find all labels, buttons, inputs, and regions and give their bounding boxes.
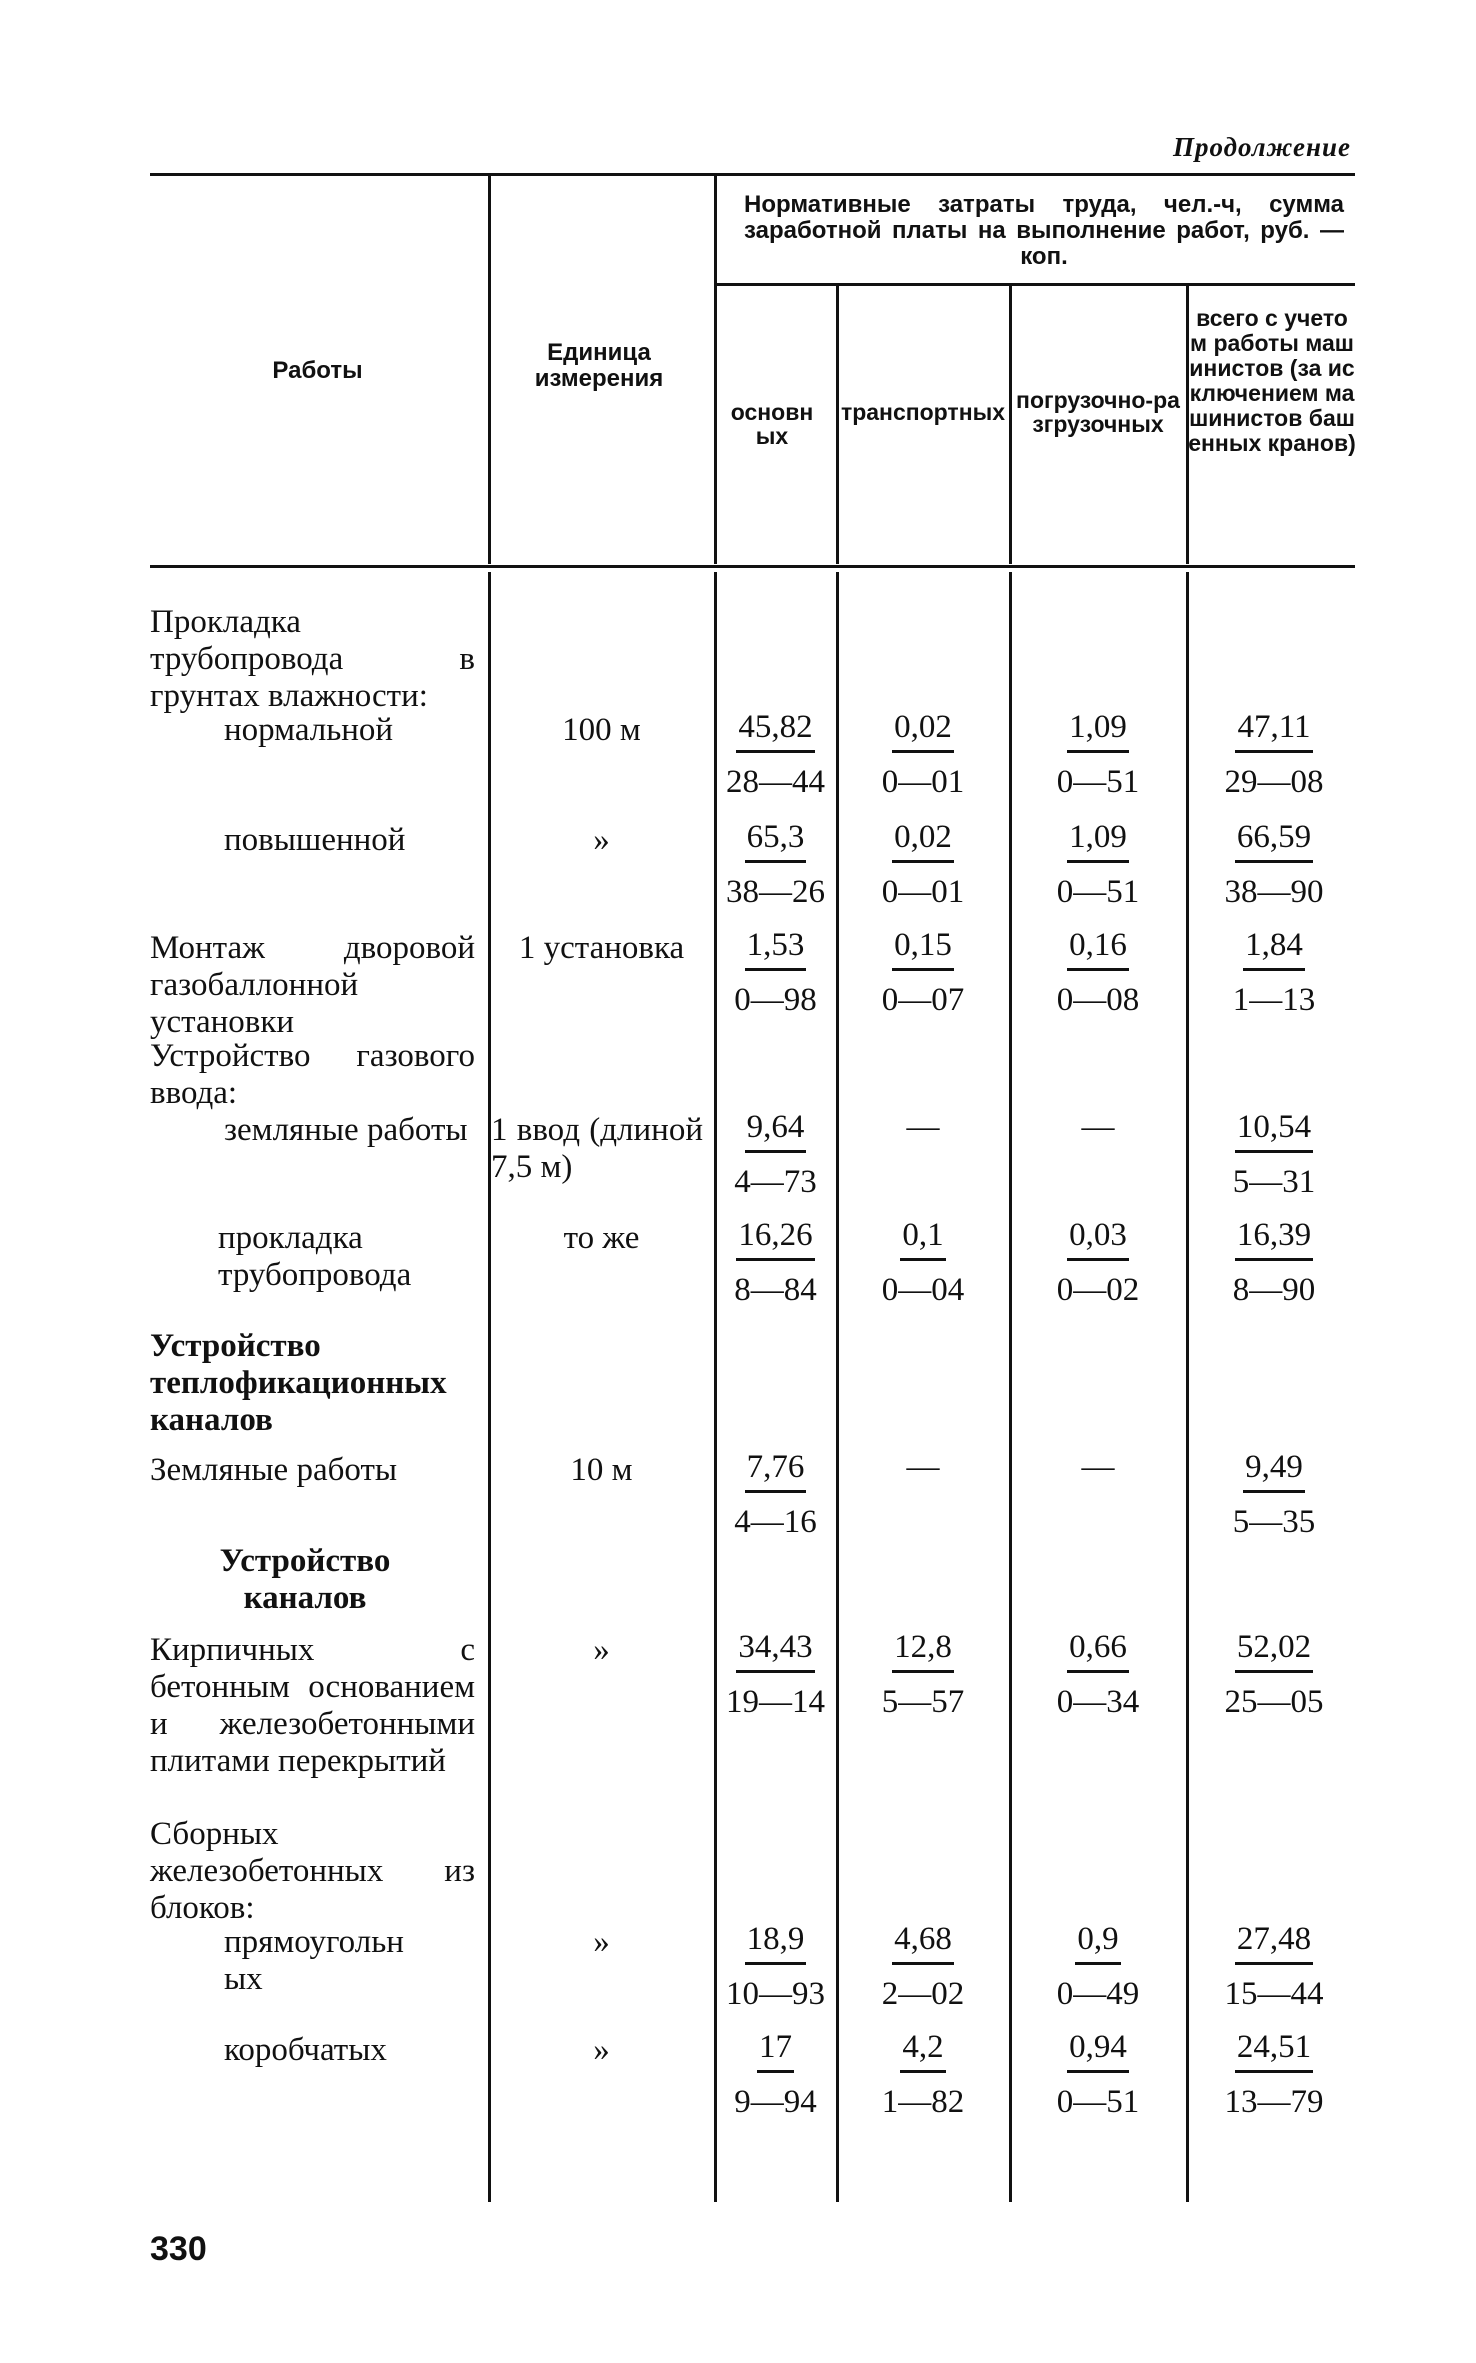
value-dash: —: [1081, 1109, 1115, 1145]
value-bottom: 0—49: [1056, 1976, 1140, 2012]
row-unit: »: [593, 822, 610, 858]
value-bottom: 0—51: [1056, 764, 1140, 800]
value-bottom: 29—08: [1224, 764, 1324, 800]
row-name: Устройство газового ввода:: [150, 1038, 475, 1111]
row-name: Прокладка трубопровода в грунтах влажности:: [150, 604, 475, 714]
value-bottom: 5—35: [1232, 1504, 1316, 1540]
cell-main: [717, 1920, 834, 2013]
header-works: Работы: [272, 357, 363, 384]
cell-total: [1189, 1216, 1359, 1309]
cell-transport: [839, 1216, 1007, 1309]
cell-loading: [1012, 818, 1184, 911]
value-top: 24,51: [1235, 2028, 1313, 2073]
value-top: 4,2: [900, 2028, 945, 2073]
cell-total: [1189, 818, 1359, 911]
cell-main: [717, 1628, 834, 1721]
cell-main: [717, 708, 834, 801]
value-top: 47,11: [1235, 708, 1312, 753]
value-top: 45,82: [736, 708, 814, 753]
row-unit: »: [593, 1632, 610, 1668]
cell-loading: [1012, 1920, 1184, 2013]
value-bottom: 4—73: [734, 1164, 817, 1200]
value-top: 66,59: [1235, 818, 1313, 863]
header-divider-2: [714, 176, 717, 564]
row-name: прямоугольных: [224, 1924, 404, 1997]
cell-total: [1189, 708, 1359, 801]
cell-transport: [839, 1448, 1007, 1486]
cell-main: [717, 1108, 834, 1201]
row-unit: »: [593, 1924, 610, 1960]
value-top: 0,03: [1067, 1216, 1129, 1261]
value-top: 9,64: [745, 1108, 807, 1153]
cell-transport: [839, 818, 1007, 911]
value-top: 65,3: [745, 818, 807, 863]
value-top: 0,9: [1075, 1920, 1120, 1965]
row-name: Монтаж дворовой газобаллонной установки: [150, 930, 475, 1040]
value-top: 27,48: [1235, 1920, 1313, 1965]
value-top: 0,1: [900, 1216, 945, 1261]
cell-transport: [839, 926, 1007, 1019]
value-top: 7,76: [745, 1448, 807, 1493]
value-top: 0,94: [1067, 2028, 1129, 2073]
value-bottom: 0—07: [881, 982, 965, 1018]
cell-total: [1189, 1628, 1359, 1721]
row-unit: 1 ввод (длиной 7,5 м): [491, 1112, 703, 1185]
cell-loading: [1012, 2028, 1184, 2121]
value-bottom: 0—34: [1056, 1684, 1140, 1720]
cell-loading: [1012, 1628, 1184, 1721]
cell-total: [1189, 1448, 1359, 1541]
value-bottom: 0—04: [881, 1272, 965, 1308]
page-number: 330: [150, 2230, 207, 2268]
value-bottom: 19—14: [726, 1684, 825, 1720]
cell-main: [717, 818, 834, 911]
row-unit: 100 м: [562, 712, 641, 748]
value-top: 0,66: [1067, 1628, 1129, 1673]
row-name: нормальной: [224, 712, 394, 748]
group-header-rule: [717, 283, 1355, 286]
row-name: повышенной: [224, 822, 406, 858]
value-bottom: 0—08: [1056, 982, 1140, 1018]
cell-transport: [839, 1108, 1007, 1146]
value-bottom: 5—31: [1232, 1164, 1316, 1200]
cell-loading: [1012, 1448, 1184, 1486]
cell-total: [1189, 926, 1359, 1019]
header-bottom-rule: [150, 565, 1355, 568]
header-loading: погрузочно-разгрузочных: [1016, 387, 1180, 437]
cell-transport: [839, 708, 1007, 801]
cell-loading: [1012, 926, 1184, 1019]
value-dash: —: [906, 1109, 940, 1145]
value-bottom: 4—16: [734, 1504, 817, 1540]
value-dash: —: [1081, 1449, 1115, 1485]
value-bottom: 1—82: [881, 2084, 965, 2120]
value-top: 34,43: [736, 1628, 814, 1673]
value-top: 16,26: [736, 1216, 814, 1261]
value-top: 10,54: [1235, 1108, 1313, 1153]
row-name: земляные работы: [224, 1112, 468, 1148]
row-unit: то же: [563, 1220, 640, 1256]
value-bottom: 0—98: [734, 982, 817, 1018]
cell-main: [717, 1448, 834, 1541]
row-unit: 10 м: [570, 1452, 633, 1488]
row-name: Кирпичных с бетонным основанием и железобетонными плитами перекрытий: [150, 1632, 475, 1779]
cell-main: [717, 926, 834, 1019]
header-transport: транспортных: [840, 399, 1006, 425]
cell-main: [717, 1216, 834, 1309]
value-top: 1,09: [1067, 818, 1129, 863]
row-unit: 1 установка: [518, 930, 685, 966]
value-top: 1,53: [745, 926, 807, 971]
value-bottom: 9—94: [734, 2084, 817, 2120]
cell-total: [1189, 1108, 1359, 1201]
value-top: 17: [757, 2028, 794, 2073]
header-group-title: Нормативные затраты труда, чел.-ч, сумма заработной платы на выполнение работ, руб. — коп.: [744, 191, 1344, 270]
row-name: Земляные работы: [150, 1452, 398, 1488]
row-name: Сборных железобетонных из блоков:: [150, 1816, 475, 1926]
value-bottom: 13—79: [1224, 2084, 1324, 2120]
value-bottom: 0—01: [881, 874, 965, 910]
value-bottom: 38—26: [726, 874, 825, 910]
value-dash: —: [906, 1449, 940, 1485]
row-unit: »: [593, 2032, 610, 2068]
row-name: прокладка трубопровода: [218, 1220, 412, 1293]
value-top: 9,49: [1243, 1448, 1305, 1493]
header-divider-3: [836, 286, 839, 564]
value-top: 12,8: [892, 1628, 954, 1673]
cell-loading: [1012, 1108, 1184, 1146]
header-unit: Единица измерения: [534, 339, 664, 392]
value-top: 0,02: [892, 818, 954, 863]
row-name-section: Устройство каналов: [219, 1543, 391, 1616]
table-top-rule: [150, 173, 1355, 176]
cell-transport: [839, 1628, 1007, 1721]
value-bottom: 5—57: [881, 1684, 965, 1720]
cell-loading: [1012, 708, 1184, 801]
cell-transport: [839, 1920, 1007, 2013]
value-top: 4,68: [892, 1920, 954, 1965]
value-bottom: 38—90: [1224, 874, 1324, 910]
value-bottom: 0—02: [1056, 1272, 1140, 1308]
cell-total: [1189, 2028, 1359, 2121]
value-bottom: 8—84: [734, 1272, 817, 1308]
value-bottom: 15—44: [1224, 1976, 1324, 2012]
cell-loading: [1012, 1216, 1184, 1309]
value-top: 1,84: [1243, 926, 1305, 971]
header-divider-1: [488, 176, 491, 564]
row-name: коробчатых: [224, 2032, 387, 2068]
cell-total: [1189, 1920, 1359, 2013]
continuation-label: Продолжение: [1172, 132, 1351, 162]
value-top: 18,9: [745, 1920, 807, 1965]
header-total: всего с учетом работы машинистов (за исключением машинистов башенных кранов): [1188, 305, 1356, 456]
value-bottom: 0—51: [1056, 874, 1140, 910]
value-top: 0,16: [1067, 926, 1129, 971]
value-top: 52,02: [1235, 1628, 1313, 1673]
header-main: основных: [730, 399, 814, 449]
value-bottom: 8—90: [1232, 1272, 1316, 1308]
value-bottom: 0—51: [1056, 2084, 1140, 2120]
value-top: 0,02: [892, 708, 954, 753]
row-name-section: Устройство теплофикационных каналов: [150, 1328, 447, 1438]
value-top: 0,15: [892, 926, 954, 971]
cell-main: [717, 2028, 834, 2121]
value-bottom: 1—13: [1232, 982, 1316, 1018]
value-top: 16,39: [1235, 1216, 1313, 1261]
value-bottom: 25—05: [1224, 1684, 1324, 1720]
value-bottom: 28—44: [726, 764, 825, 800]
value-top: 1,09: [1067, 708, 1129, 753]
value-bottom: 2—02: [881, 1976, 965, 2012]
value-bottom: 10—93: [726, 1976, 825, 2012]
value-bottom: 0—01: [881, 764, 965, 800]
cell-transport: [839, 2028, 1007, 2121]
